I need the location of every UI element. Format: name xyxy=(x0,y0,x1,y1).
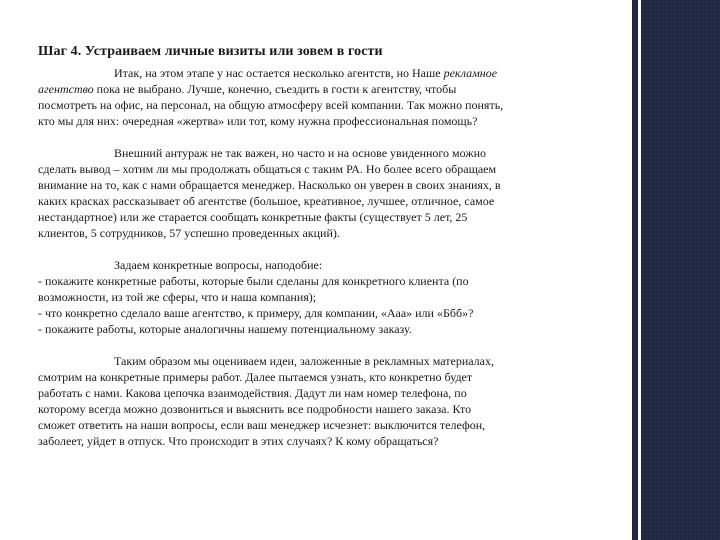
text-line: внимание на то, как с нами обращается менеджер. Насколько он уверен в своих знаниях, в xyxy=(38,178,501,192)
paragraph-questions xyxy=(38,257,590,337)
slide-heading: Шаг 4. Устраиваем личные визиты или зовем в гости xyxy=(38,44,383,59)
text-line: работать с нами. Какова цепочка взаимодействия. Дадут ли нам номер телефона, по xyxy=(38,386,467,400)
text-line: смотрим на конкретные примеры работ. Далее пытаемся узнать, кто конкретно будет xyxy=(38,370,473,384)
paragraph-gap xyxy=(38,129,590,145)
text-line: заболеет, уйдет в отпуск. Что происходит в этих случаях? К кому обращаться? xyxy=(38,434,439,448)
text-line: сделать вывод – хотим ли мы продолжать общаться с таким РА. Но более всего обращаем xyxy=(38,162,497,176)
paragraph-evaluation xyxy=(38,353,590,449)
text-line: возможности, из той же сферы, что и наша компания); xyxy=(38,290,317,304)
list-item: - покажите работы, которые аналогичны нашему потенциальному заказу. xyxy=(38,322,412,336)
text-line: Внешний антураж не так важен, но часто и на основе увиденного можно xyxy=(114,146,487,160)
paragraph-gap xyxy=(38,337,590,353)
list-item: - покажите конкретные работы, которые были сделаны для конкретного клиента (по xyxy=(38,274,469,288)
text-line: клиентов, 5 сотрудников, 57 успешно проведенных акций). xyxy=(38,226,340,240)
decorative-side-panel xyxy=(641,0,720,540)
paragraph-manager xyxy=(38,145,590,241)
text-line: Задаем конкретные вопросы, наподобие: xyxy=(114,258,323,272)
paragraph-visits xyxy=(38,65,590,129)
panel-edge xyxy=(632,0,638,540)
text-line: Итак, на этом этапе у нас остается несколько агентств, но Наше рекламное xyxy=(114,66,498,80)
text-line: каких красках рассказывает об агентстве (большое, креативное, лучшее, отличное, самое xyxy=(38,194,495,208)
text-line: кто мы для них: очередная «жертва» или тот, кому нужна профессиональная помощь? xyxy=(38,114,478,128)
paragraph-gap xyxy=(38,241,590,257)
text-line: агентство пока не выбрано. Лучше, конечно, съездить в гости к агентству, чтобы xyxy=(38,82,457,96)
list-item: - что конкретно сделало ваше агентство, к примеру, для компании, «Ааа» или «Ббб»? xyxy=(38,306,474,320)
text-line: Таким образом мы оцениваем идеи, заложенные в рекламных материалах, xyxy=(114,354,494,368)
slide-content xyxy=(38,44,590,449)
text-line: сможет ответить на наши вопросы, если ваш менеджер исчезнет: выключится телефон, xyxy=(38,418,486,432)
text-line: посмотреть на офис, на персонал, на общую атмосферу всей компании. Так можно понять, xyxy=(38,98,504,112)
text-line: нестандартное) или же старается сообщать конкретные факты (существует 5 лет, 25 xyxy=(38,210,468,224)
text-line: которому всегда можно дозвониться и выяснить все подробности нашего заказа. Кто xyxy=(38,402,472,416)
